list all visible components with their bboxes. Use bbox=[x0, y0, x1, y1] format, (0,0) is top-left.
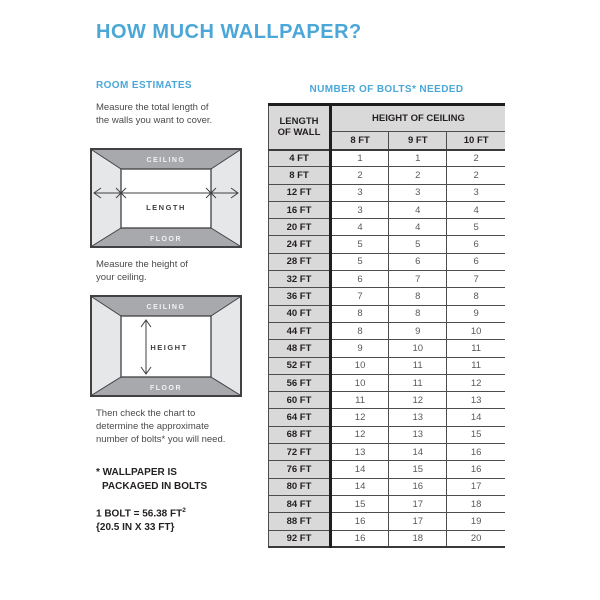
bolt-size-line1: 1 BOLT = 56.38 $FT^2$ bbox=[96, 507, 186, 520]
squared-superscript: 2 bbox=[182, 507, 186, 514]
height-label: HEIGHT bbox=[150, 343, 188, 352]
wall-length-cell: 28 FT bbox=[269, 253, 331, 270]
height-of-ceiling-header: HEIGHT OF CEILING bbox=[331, 105, 506, 132]
table-row bbox=[269, 478, 506, 495]
table-row bbox=[269, 167, 506, 184]
bolt-count-cell: 14 bbox=[331, 478, 389, 495]
wall-length-cell: 8 FT bbox=[269, 167, 331, 184]
table-row bbox=[269, 288, 506, 305]
packaging-footnote bbox=[96, 466, 207, 494]
table-row bbox=[269, 201, 506, 218]
table-row bbox=[269, 305, 506, 322]
table-row bbox=[269, 271, 506, 288]
ceiling-height-col-8ft: 8 FT bbox=[331, 132, 389, 150]
wall-length-cell: 80 FT bbox=[269, 478, 331, 495]
table-row bbox=[269, 513, 506, 530]
bolt-count-cell: 7 bbox=[389, 271, 447, 288]
bolt-count-cell: 16 bbox=[389, 478, 447, 495]
bolt-size-line2: {20.5 IN X 33 FT} bbox=[96, 522, 175, 534]
bolt-count-cell: 15 bbox=[331, 495, 389, 512]
wall-length-cell: 60 FT bbox=[269, 392, 331, 409]
packaging-footnote-line1: * WALLPAPER IS bbox=[96, 467, 177, 478]
bolts-table-header bbox=[269, 105, 506, 150]
bolt-count-cell: 8 bbox=[331, 322, 389, 339]
bolt-count-cell: 16 bbox=[331, 530, 389, 547]
length-label: LENGTH bbox=[146, 203, 186, 212]
bolt-count-cell: 5 bbox=[331, 253, 389, 270]
wall-length-cell: 24 FT bbox=[269, 236, 331, 253]
table-row bbox=[269, 530, 506, 547]
wall-length-cell: 12 FT bbox=[269, 184, 331, 201]
table-row bbox=[269, 150, 506, 167]
bolt-count-cell: 6 bbox=[331, 271, 389, 288]
wall-length-cell: 84 FT bbox=[269, 495, 331, 512]
table-row bbox=[269, 426, 506, 443]
bolt-count-cell: 4 bbox=[331, 219, 389, 236]
ceiling-height-col-9ft: 9 FT bbox=[389, 132, 447, 150]
step2-instruction bbox=[96, 258, 188, 284]
bolt-count-cell: 11 bbox=[447, 340, 505, 357]
table-row bbox=[269, 392, 506, 409]
bolt-count-cell: 20 bbox=[447, 530, 505, 547]
bolt-count-cell: 14 bbox=[389, 444, 447, 461]
table-row bbox=[269, 461, 506, 478]
table-row bbox=[269, 357, 506, 374]
wall-length-cell: 16 FT bbox=[269, 201, 331, 218]
bolts-table-body bbox=[269, 150, 506, 548]
bolt-count-cell: 12 bbox=[447, 374, 505, 391]
bolt-count-cell: 8 bbox=[389, 305, 447, 322]
bolt-count-cell: 10 bbox=[331, 357, 389, 374]
bolt-count-cell: 13 bbox=[389, 426, 447, 443]
step3-line3: number of bolts* you will need. bbox=[96, 434, 226, 445]
table-row bbox=[269, 253, 506, 270]
step3-line1: Then check the chart to bbox=[96, 408, 196, 419]
length-header-line1: LENGTH bbox=[279, 116, 319, 128]
room-height-diagram bbox=[90, 295, 242, 397]
bolt-count-cell: 3 bbox=[389, 184, 447, 201]
bolt-count-cell: 3 bbox=[331, 201, 389, 218]
step3-line2: determine the approximate bbox=[96, 421, 210, 432]
bolt-count-cell: 3 bbox=[447, 184, 505, 201]
wall-length-cell: 44 FT bbox=[269, 322, 331, 339]
bolt-count-cell: 15 bbox=[389, 461, 447, 478]
bolt-count-cell: 8 bbox=[331, 305, 389, 322]
wall-length-cell: 92 FT bbox=[269, 530, 331, 547]
table-row bbox=[269, 219, 506, 236]
room-estimates-heading: ROOM ESTIMATES bbox=[96, 80, 192, 91]
step2-line1: Measure the height of bbox=[96, 259, 188, 270]
step1-instruction bbox=[96, 101, 212, 127]
bolt-count-cell: 5 bbox=[389, 236, 447, 253]
bolts-needed-heading: NUMBER OF BOLTS* NEEDED bbox=[309, 84, 464, 95]
length-of-wall-header bbox=[269, 105, 331, 150]
wall-length-cell: 20 FT bbox=[269, 219, 331, 236]
wall-length-cell: 76 FT bbox=[269, 461, 331, 478]
bolt-count-cell: 16 bbox=[331, 513, 389, 530]
wall-length-cell: 52 FT bbox=[269, 357, 331, 374]
table-row bbox=[269, 495, 506, 512]
wall-length-cell: 88 FT bbox=[269, 513, 331, 530]
bolt-count-cell: 6 bbox=[447, 253, 505, 270]
bolt-count-cell: 8 bbox=[447, 288, 505, 305]
bolt-count-cell: 2 bbox=[447, 150, 505, 167]
table-row bbox=[269, 322, 506, 339]
table-row bbox=[269, 340, 506, 357]
bolt-count-cell: 12 bbox=[331, 409, 389, 426]
back-wall bbox=[121, 169, 211, 228]
bolt-count-cell: 17 bbox=[447, 478, 505, 495]
bolt-count-cell: 9 bbox=[331, 340, 389, 357]
bolt-count-cell: 19 bbox=[447, 513, 505, 530]
table-row bbox=[269, 409, 506, 426]
bolt-count-cell: 10 bbox=[389, 340, 447, 357]
bolt-count-cell: 15 bbox=[447, 426, 505, 443]
floor-label: FLOOR bbox=[150, 385, 182, 392]
floor-label: FLOOR bbox=[150, 236, 182, 243]
bolt-count-cell: 13 bbox=[331, 444, 389, 461]
length-header-line2: OF WALL bbox=[277, 127, 321, 139]
wall-length-cell: 4 FT bbox=[269, 150, 331, 167]
bolt-count-cell: 14 bbox=[447, 409, 505, 426]
bolt-count-cell: 7 bbox=[331, 288, 389, 305]
table-row bbox=[269, 374, 506, 391]
step3-instruction bbox=[96, 407, 225, 446]
step2-line2: your ceiling. bbox=[96, 272, 147, 283]
bolt-count-cell: 2 bbox=[447, 167, 505, 184]
bolt-count-cell: 4 bbox=[389, 201, 447, 218]
bolt-count-cell: 5 bbox=[447, 219, 505, 236]
bolt-count-cell: 1 bbox=[389, 150, 447, 167]
bolt-count-cell: 16 bbox=[447, 461, 505, 478]
bolt-count-cell: 9 bbox=[447, 305, 505, 322]
wall-length-cell: 56 FT bbox=[269, 374, 331, 391]
bolt-size-note bbox=[96, 504, 186, 535]
bolt-count-cell: 3 bbox=[331, 184, 389, 201]
bolt-count-cell: 1 bbox=[331, 150, 389, 167]
wall-length-cell: 68 FT bbox=[269, 426, 331, 443]
step1-line1: Measure the total length of bbox=[96, 102, 209, 113]
bolt-count-cell: 12 bbox=[389, 392, 447, 409]
bolt-count-cell: 2 bbox=[389, 167, 447, 184]
bolt-count-cell: 16 bbox=[447, 444, 505, 461]
bolt-count-cell: 18 bbox=[447, 495, 505, 512]
ceiling-label: CEILING bbox=[146, 304, 186, 311]
wall-length-cell: 36 FT bbox=[269, 288, 331, 305]
bolt-count-cell: 17 bbox=[389, 513, 447, 530]
table-row bbox=[269, 236, 506, 253]
table-row bbox=[269, 444, 506, 461]
page-title: HOW MUCH WALLPAPER? bbox=[96, 21, 362, 43]
bolt-count-cell: 18 bbox=[389, 530, 447, 547]
ceiling-label: CEILING bbox=[146, 157, 186, 164]
bolt-count-cell: 11 bbox=[389, 357, 447, 374]
wall-length-cell: 40 FT bbox=[269, 305, 331, 322]
wall-length-cell: 72 FT bbox=[269, 444, 331, 461]
ceiling-height-col-10ft: 10 FT bbox=[447, 132, 505, 150]
bolt-count-cell: 11 bbox=[447, 357, 505, 374]
bolt-count-cell: 8 bbox=[389, 288, 447, 305]
bolt-count-cell: 12 bbox=[331, 426, 389, 443]
bolt-count-cell: 13 bbox=[447, 392, 505, 409]
bolt-count-cell: 13 bbox=[389, 409, 447, 426]
bolt-count-cell: 7 bbox=[447, 271, 505, 288]
step1-line2: the walls you want to cover. bbox=[96, 115, 213, 126]
bolt-count-cell: 10 bbox=[447, 322, 505, 339]
room-length-diagram bbox=[90, 148, 242, 248]
bolt-count-cell: 5 bbox=[331, 236, 389, 253]
packaging-footnote-line2: PACKAGED IN BOLTS bbox=[102, 481, 208, 492]
wall-length-cell: 32 FT bbox=[269, 271, 331, 288]
bolt-count-cell: 6 bbox=[447, 236, 505, 253]
bolt-count-cell: 11 bbox=[389, 374, 447, 391]
bolt-count-cell: 2 bbox=[331, 167, 389, 184]
table-row bbox=[269, 184, 506, 201]
bolt-count-cell: 4 bbox=[447, 201, 505, 218]
bolts-table bbox=[268, 103, 505, 548]
bolt-count-cell: 14 bbox=[331, 461, 389, 478]
bolt-count-cell: 11 bbox=[331, 392, 389, 409]
bolt-count-cell: 4 bbox=[389, 219, 447, 236]
bolt-count-cell: 6 bbox=[389, 253, 447, 270]
wall-length-cell: 64 FT bbox=[269, 409, 331, 426]
bolt-count-cell: 9 bbox=[389, 322, 447, 339]
bolt-count-cell: 10 bbox=[331, 374, 389, 391]
wall-length-cell: 48 FT bbox=[269, 340, 331, 357]
bolt-count-cell: 17 bbox=[389, 495, 447, 512]
